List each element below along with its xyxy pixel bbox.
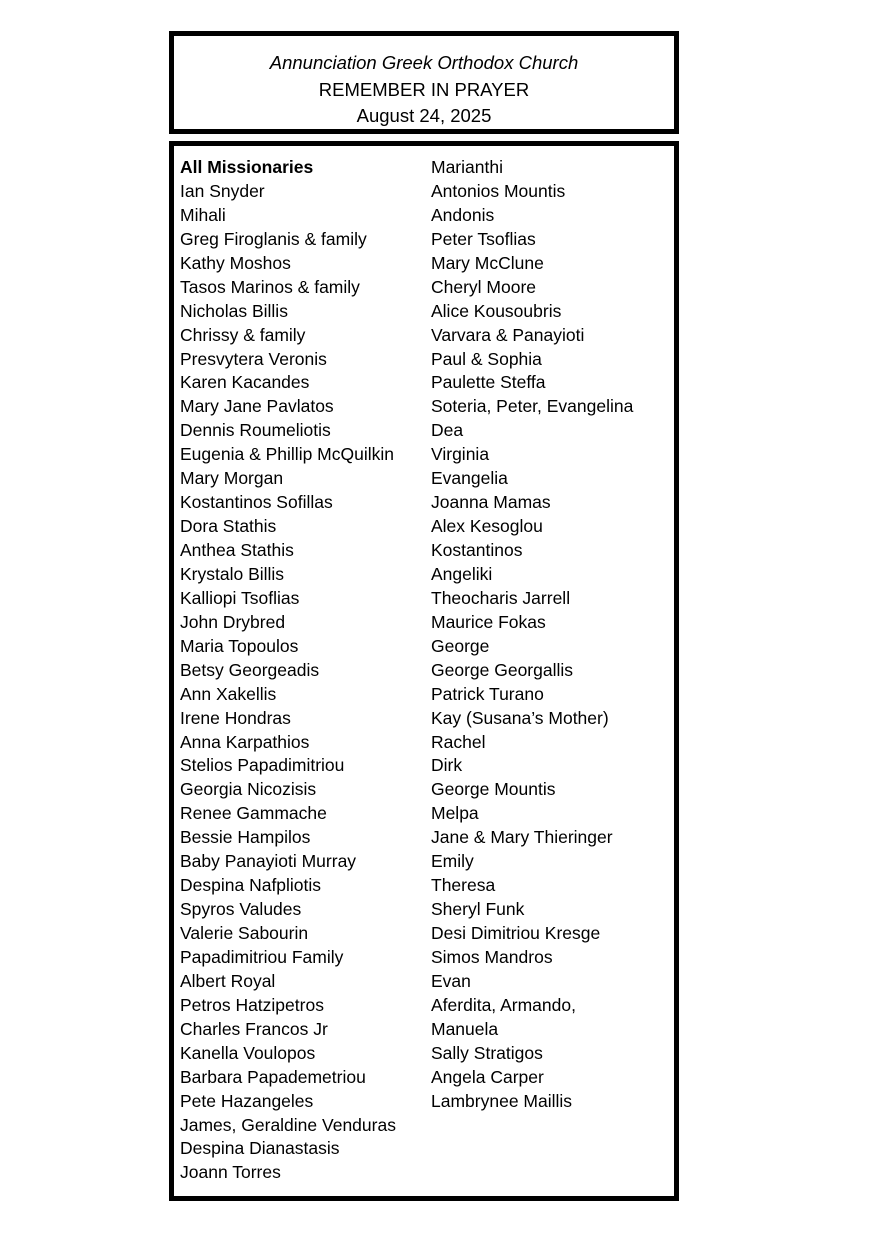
list-item: Evan [431, 970, 471, 991]
list-item: Sally Stratigos [431, 1042, 543, 1063]
list-item: Nicholas Billis [180, 300, 288, 321]
list-item: Lambrynee Maillis [431, 1090, 573, 1111]
list-item: Angeliki [431, 563, 493, 584]
list-item: Kay (Susana’s Mother) [431, 707, 609, 728]
list-item: Dora Stathis [180, 516, 277, 537]
list-item: Dirk [431, 755, 463, 776]
list-item: All Missionaries [180, 157, 314, 177]
list-item: Varvara & Panayioti [431, 324, 585, 345]
list-item: Dennis Roumeliotis [180, 420, 331, 441]
list-item: Spyros Valudes [180, 899, 302, 920]
list-item: Betsy Georgeadis [180, 659, 320, 680]
list-item: Alex Kesoglou [431, 516, 543, 537]
list-item: Greg Firoglanis & family [180, 228, 367, 249]
list-item: Theresa [431, 875, 496, 896]
list-item: Petros Hatzipetros [180, 994, 324, 1015]
list-item: Despina Dianastasis [180, 1138, 340, 1159]
list-item: Baby Panayioti Murray [180, 851, 357, 872]
list-item: Georgia Nicozisis [180, 779, 317, 800]
list-item: Manuela [431, 1018, 499, 1039]
list-item: Aferdita, Armando, [431, 994, 576, 1015]
church-name: Annunciation Greek Orthodox Church [269, 52, 579, 73]
list-item: Desi Dimitriou Kresge [431, 923, 601, 943]
list-item: Antonios Mountis [431, 180, 566, 201]
list-item: Kostantinos [431, 540, 523, 560]
right-name-column [431, 156, 633, 1114]
list-item: Valerie Sabourin [180, 923, 309, 943]
list-item: Ian Snyder [180, 180, 265, 201]
list-item: Marianthi [431, 157, 503, 177]
list-item: Renee Gammache [180, 803, 327, 824]
list-item: Dea [431, 420, 464, 441]
list-item: Andonis [431, 204, 495, 225]
list-item: Kalliopi Tsoflias [180, 587, 300, 608]
list-item: Rachel [431, 731, 486, 752]
list-item: Kanella Voulopos [180, 1042, 316, 1063]
list-item: Kostantinos Sofillas [180, 492, 333, 513]
list-item: Ann Xakellis [180, 683, 277, 704]
list-item: George [431, 635, 490, 656]
list-item: Krystalo Billis [180, 563, 285, 584]
page-title: REMEMBER IN PRAYER [318, 78, 530, 100]
list-item: Pete Hazangeles [180, 1090, 314, 1111]
list-item: Mihali [180, 204, 226, 225]
prayer-list-box [169, 141, 679, 1201]
list-item: Maria Topoulos [180, 635, 299, 656]
list-item: Virginia [431, 444, 490, 465]
list-item: Charles Francos Jr [180, 1018, 328, 1039]
list-item: Patrick Turano [431, 683, 544, 704]
list-item: Cheryl Moore [431, 276, 537, 297]
list-item: Mary Morgan [180, 468, 284, 489]
list-item: Alice Kousoubris [431, 300, 562, 321]
list-item: Chrissy & family [180, 324, 306, 345]
list-item: Kathy Moshos [180, 252, 291, 273]
list-item: Melpa [431, 803, 479, 824]
list-item: Emily [431, 851, 474, 872]
list-item: Maurice Fokas [431, 611, 546, 632]
list-item: Anna Karpathios [180, 731, 310, 752]
list-item: Jane & Mary Thieringer [431, 827, 613, 848]
list-item: Stelios Papadimitriou [180, 755, 345, 776]
list-item: Papadimitriou Family [180, 946, 344, 967]
list-item: Angela Carper [431, 1066, 544, 1087]
list-item: Irene Hondras [180, 707, 291, 728]
date: August 24, 2025 [356, 105, 492, 126]
list-item: Tasos Marinos & family [180, 276, 360, 297]
list-item: Eugenia & Phillip McQuilkin [180, 444, 394, 465]
list-item: Joann Torres [180, 1162, 281, 1183]
list-item: Simos Mandros [431, 946, 553, 967]
list-item: Barbara Papademetriou [180, 1066, 366, 1087]
list-item: George Mountis [431, 779, 556, 800]
list-item: Presvytera Veronis [180, 348, 327, 369]
list-item: Karen Kacandes [180, 372, 310, 393]
list-item: Mary McClune [431, 252, 544, 273]
list-item: Despina Nafpliotis [180, 875, 322, 896]
list-item: Paul & Sophia [431, 348, 542, 369]
list-item: James, Geraldine Venduras [180, 1114, 396, 1135]
list-item: Theocharis Jarrell [431, 587, 571, 608]
list-item: Paulette Steffa [431, 372, 546, 393]
list-item: Evangelia [431, 468, 508, 489]
list-item: Bessie Hampilos [180, 827, 311, 848]
left-name-column [180, 156, 396, 1185]
list-item: John Drybred [180, 611, 286, 632]
list-item: George Georgallis [431, 659, 574, 680]
header-box [169, 31, 679, 134]
list-item: Joanna Mamas [431, 492, 551, 513]
list-item: Peter Tsoflias [431, 228, 536, 249]
list-item: Anthea Stathis [180, 540, 294, 560]
list-item: Mary Jane Pavlatos [180, 396, 334, 417]
list-item: Albert Royal [180, 970, 276, 991]
list-item: Soteria, Peter, Evangelina [431, 396, 634, 417]
list-item: Sheryl Funk [431, 899, 525, 920]
